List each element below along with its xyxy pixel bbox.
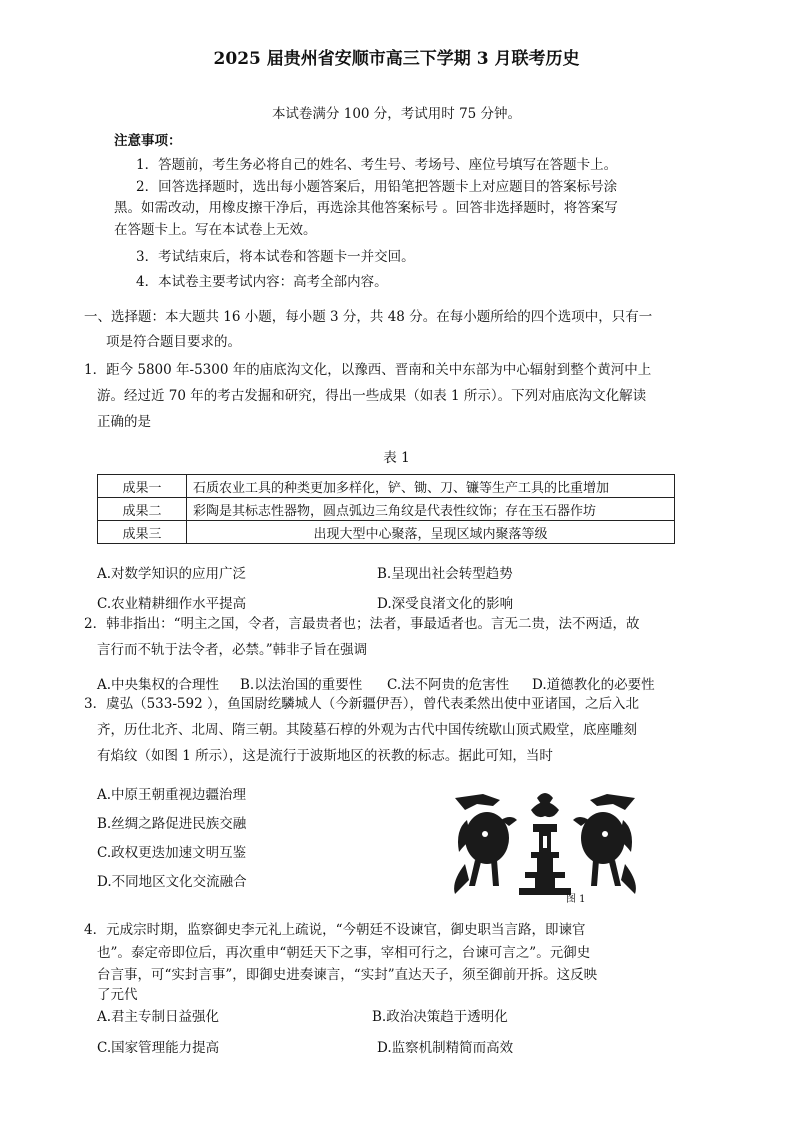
q2-option-b: B.以法治国的重要性 [240,677,363,693]
fire-altar-relief-image [445,790,645,905]
table-cell: 彩陶是其标志性器物，圆点弧边三角纹是代表性纹饰；存在玉石器作坊 [187,498,675,521]
q3-option-a: A.中原王朝重视边疆治理 [97,787,247,803]
figure-caption: 图 1 [566,894,586,905]
q1-option-d: D.深受良渚文化的影响 [377,596,514,612]
notes-line: 4．本试卷主要考试内容：高考全部内容。 [136,274,388,290]
table-caption: 表 1 [383,450,410,466]
notes-line: 3．考试结束后，将本试卷和答题卡一并交回。 [136,249,415,265]
q3-stem: 3．虞弘（533-592 ），鱼国尉纥驎城人（今新疆伊吾），曾代表柔然出使中亚诸国，之后入北 [84,696,639,712]
q1-stem: 正确的是 [97,414,151,430]
q4-option-c: C.国家管理能力提高 [97,1040,220,1056]
table-cell: 成果三 [98,521,187,544]
q3-option-b: B.丝绸之路促进民族交融 [97,816,247,832]
q1-option-b: B.呈现出社会转型趋势 [377,566,513,582]
q4-option-d: D.监察机制精简而高效 [377,1040,514,1056]
results-table [97,474,675,544]
q1-stem: 1．距今 5800 年-5300 年的庙底沟文化，以豫西、晋南和关中东部为中心辐射到整个黄河中上 [84,362,652,378]
notes-line: 黑。如需改动，用橡皮擦干净后，再选涂其他答案标号 。回答非选择题时，将答案写 [114,200,618,216]
table-row [98,521,675,544]
notes-line: 1．答题前，考生务必将自己的姓名、考生号、考场号、座位号填写在答题卡上。 [136,157,618,173]
q3-stem: 有焰纹（如图 1 所示），这是流行于波斯地区的祆教的标志。据此可知，当时 [97,748,553,764]
q2-option-a: A.中央集权的合理性 [97,677,220,693]
q4-option-a: A.君主专制日益强化 [97,1009,220,1025]
q3-stem: 齐，历仕北齐、北周、隋三朝。其陵墓石椁的外观为古代中国传统歇山顶式殿堂，底座雕刻 [97,722,637,738]
q4-option-b: B.政治决策趋于透明化 [372,1009,508,1025]
table-row [98,475,675,498]
table-row [98,498,675,521]
exam-subtitle: 本试卷满分 100 分，考试用时 75 分钟。 [271,106,522,122]
section-heading: 一、选择题：本大题共 16 小题，每小题 3 分，共 48 分。在每小题所给的四个选项中，只有一 [84,309,653,325]
q4-stem: 也”。泰定帝即位后，再次重申“朝廷天下之事，宰相可行之，台谏可言之”。元御史 [97,945,591,961]
q2-option-d: D.道德教化的必要性 [532,677,655,693]
q4-stem: 了元代 [97,987,138,1003]
q2-option-c: C.法不阿贵的危害性 [387,677,510,693]
q1-stem: 游。经过近 70 年的考古发掘和研究，得出一些成果（如表 1 所示）。下列对庙底沟文化解读 [97,388,647,404]
page-title: 2025 届贵州省安顺市高三下学期 3 月联考历史 [213,49,580,69]
notes-heading: 注意事项： [114,133,182,149]
q1-option-c: C.农业精耕细作水平提高 [97,596,247,612]
notes-line: 在答题卡上。写在本试卷上无效。 [114,222,317,238]
q2-stem: 言行而不轨于法令者，必禁。”韩非子旨在强调 [97,642,368,658]
table-cell: 成果二 [98,498,187,521]
q2-stem: 2．韩非指出：“明主之国，令者，言最贵者也；法者，事最适者也。言无二贵，法不两适，故 [84,616,640,632]
q3-option-c: C.政权更迭加速文明互鉴 [97,845,247,861]
table-cell: 出现大型中心聚落，呈现区域内聚落等级 [187,521,675,544]
section-heading-cont: 项是符合题目要求的。 [106,334,241,350]
notes-line: 2．回答选择题时，选出每小题答案后，用铅笔把答题卡上对应题目的答案标号涂 [136,179,618,195]
q4-stem: 4．元成宗时期，监察御史李元礼上疏说，“今朝廷不设谏官，御史职当言路，即谏官 [84,922,586,938]
q4-stem: 台言事，可“实封言事”，即御史进奏谏言，“实封”直达天子，须至御前开拆。这反映 [97,967,598,983]
table-cell: 成果一 [98,475,187,498]
q1-option-a: A.对数学知识的应用广泛 [97,566,247,582]
table-cell: 石质农业工具的种类更加多样化，铲、锄、刀、镰等生产工具的比重增加 [187,475,675,498]
q3-option-d: D.不同地区文化交流融合 [97,874,247,890]
